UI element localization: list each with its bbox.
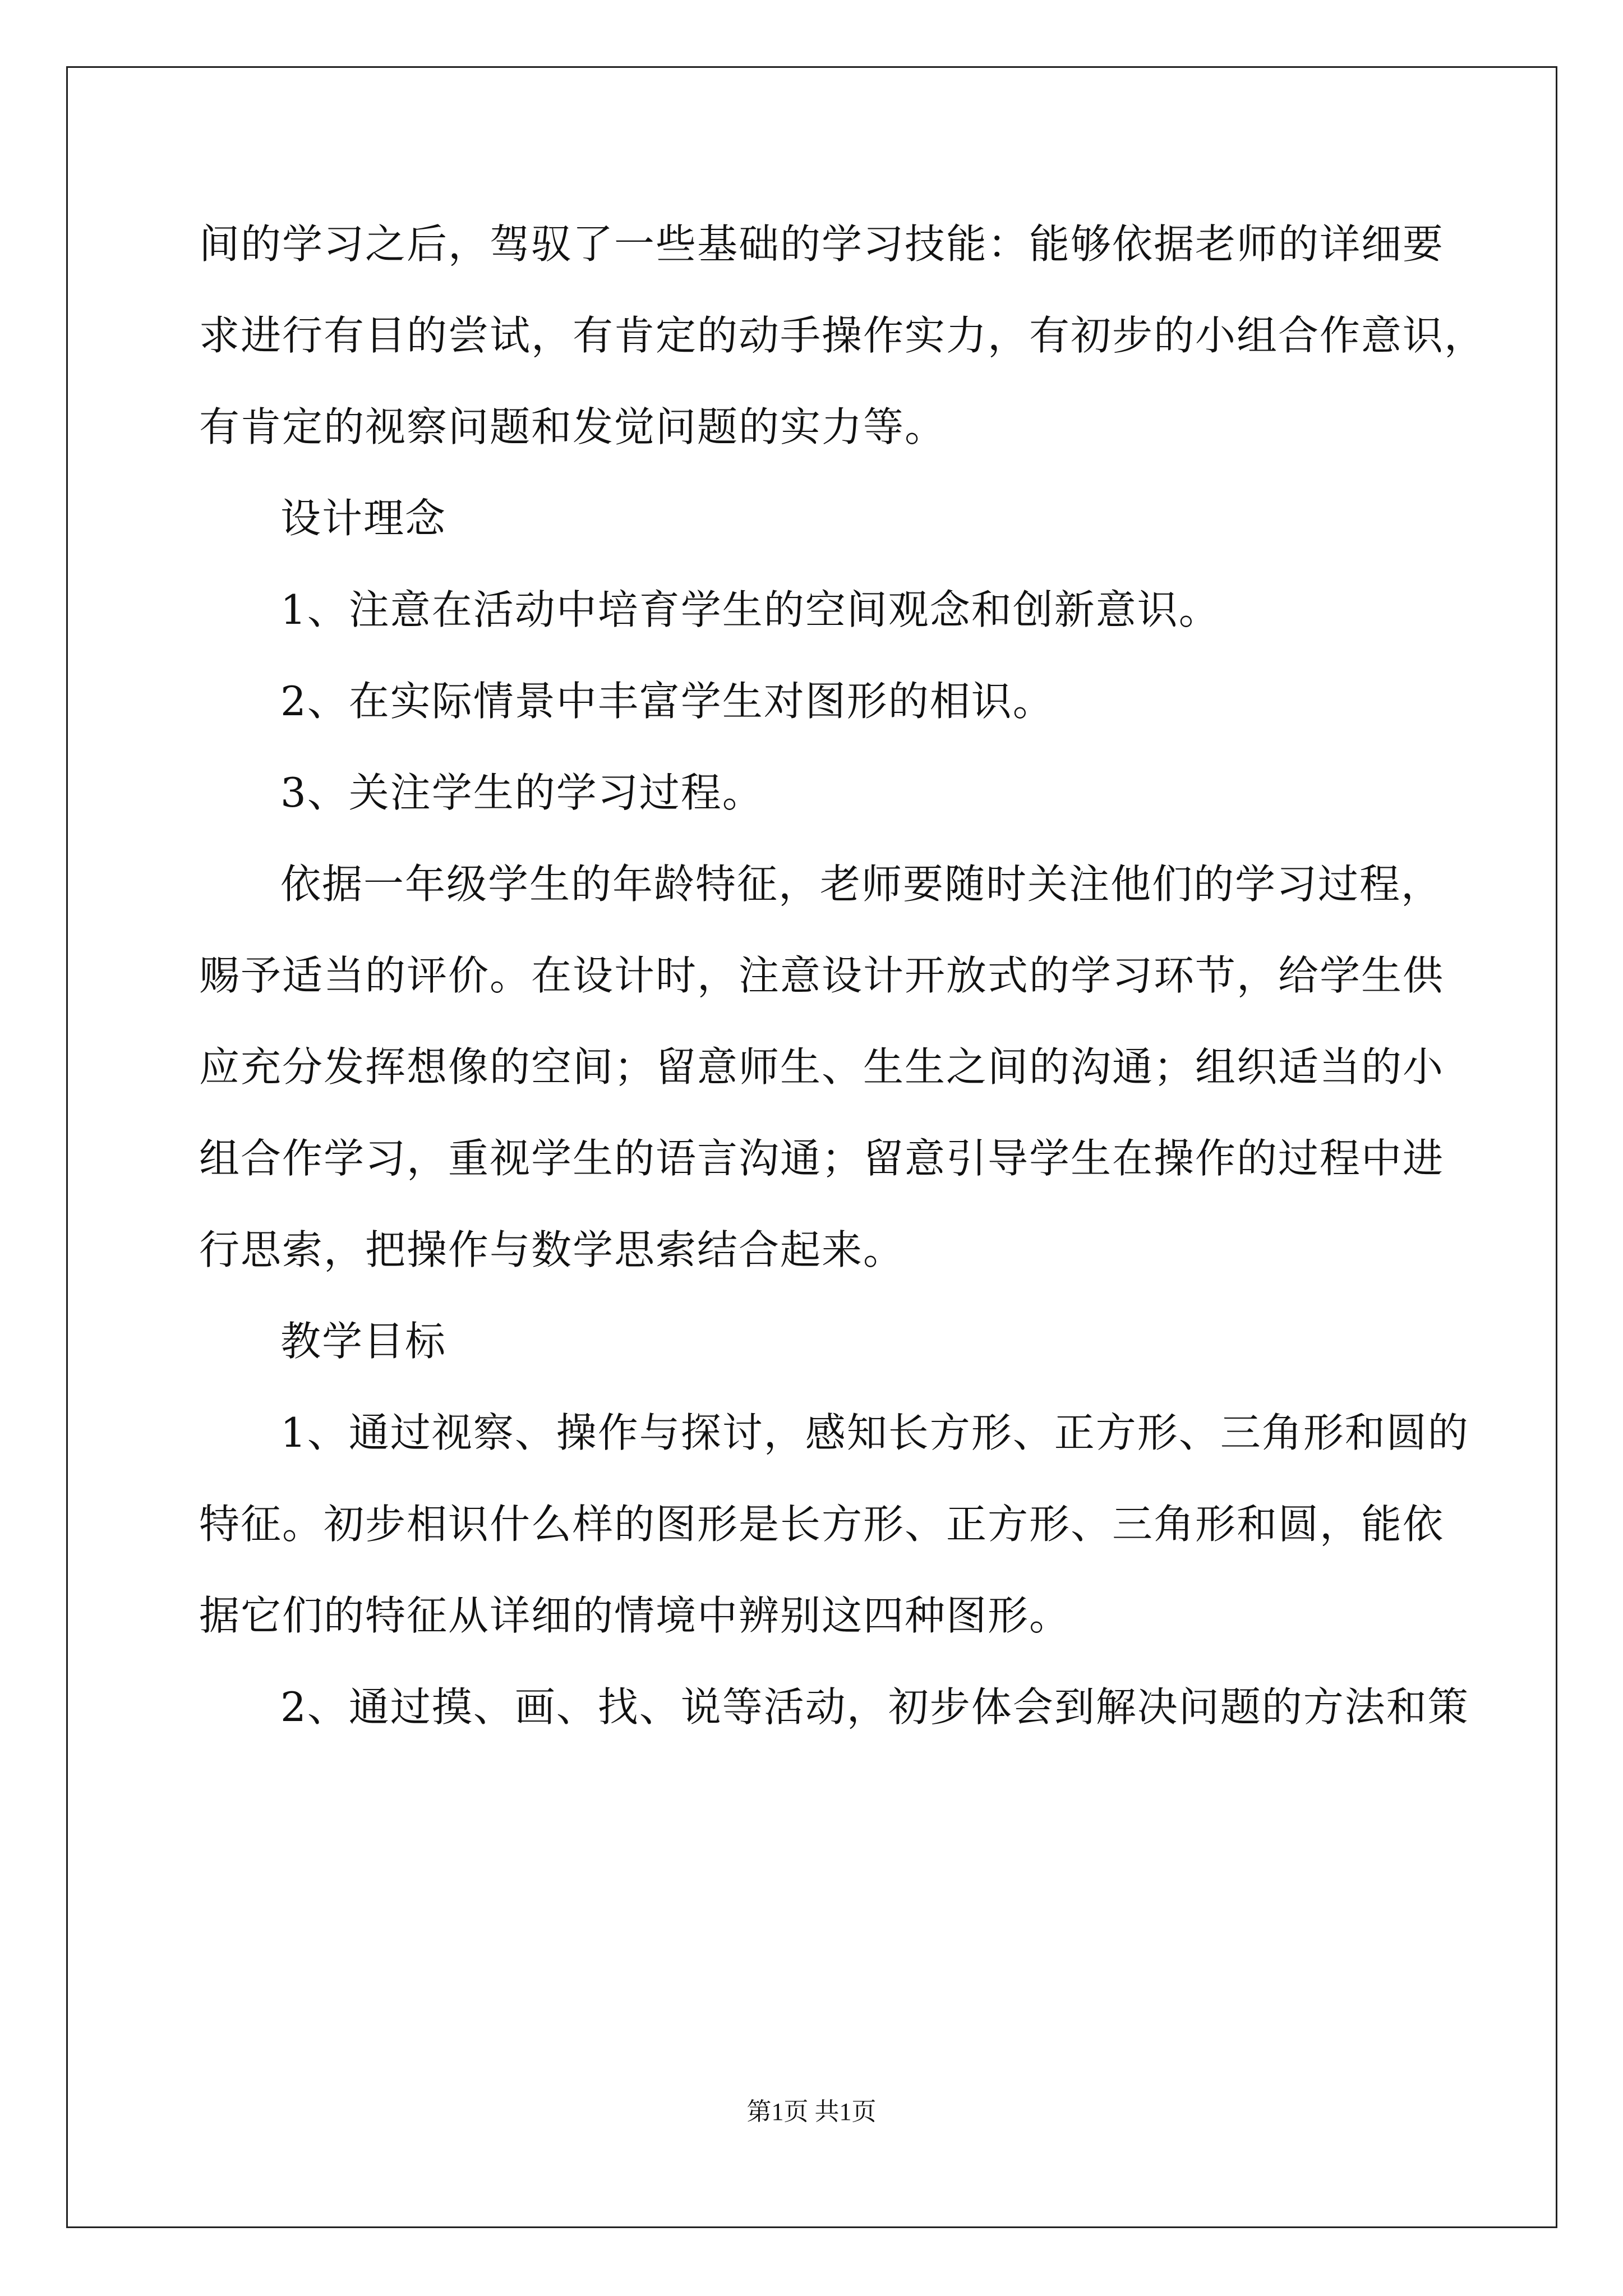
list-item: 3、关注学生的学习过程。	[280, 769, 764, 816]
text-line: 应充分发挥想像的空间；留意师生、生生之间的沟通；组织适当的小	[199, 1043, 1445, 1091]
text-line: 行思索，把操作与数学思索结合起来。	[199, 1226, 905, 1273]
text-line: 组合作学习，重视学生的语言沟通；留意引导学生在操作的过程中进	[199, 1135, 1445, 1182]
section-heading-design-concept: 设计理念	[280, 495, 447, 542]
paragraph-start: 依据一年级学生的年龄特征，老师要随时关注他们的学习过程，	[280, 861, 1443, 908]
list-item: 1、注意在活动中培育学生的空间观念和创新意识。	[280, 586, 1220, 633]
list-item: 1、通过视察、操作与探讨，感知长方形、正方形、三角形和圆的	[280, 1409, 1469, 1456]
text-line: 求进行有目的尝试，有肯定的动手操作实力，有初步的小组合作意识，	[199, 312, 1486, 359]
text-line: 有肯定的视察问题和发觉问题的实力等。	[199, 403, 947, 450]
list-item: 2、在实际情景中丰富学生对图形的相识。	[280, 678, 1054, 725]
text-line: 特征。初步相识什么样的图形是长方形、正方形、三角形和圆，能依	[199, 1501, 1445, 1548]
text-line: 赐予适当的评价。在设计时，注意设计开放式的学习环节，给学生供	[199, 952, 1445, 999]
page-number-footer: 第1页 共1页	[746, 2098, 877, 2125]
section-heading-teaching-goals: 教学目标	[280, 1318, 447, 1365]
text-line: 据它们的特征从详细的情境中辨别这四种图形。	[199, 1592, 1071, 1639]
list-item: 2、通过摸、画、找、说等活动，初步体会到解决问题的方法和策	[280, 1683, 1469, 1731]
text-line: 间的学习之后，驾驭了一些基础的学习技能：能够依据老师的详细要	[199, 220, 1445, 268]
